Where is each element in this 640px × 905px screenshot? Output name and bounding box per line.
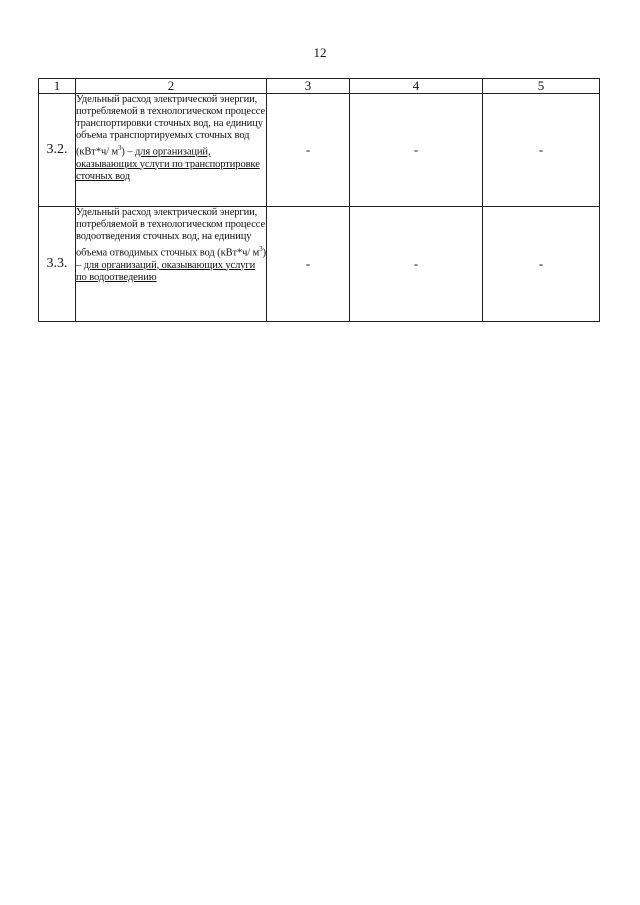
- value-cell-col3: -: [267, 94, 350, 207]
- table-row: [39, 94, 600, 207]
- column-header-2: 2: [76, 79, 267, 94]
- page-number: 12: [313, 45, 327, 60]
- description-text: Удельный расход электрической энергии, потребляемой в технологическом процессе транспортировки сточных вод, на единицу объема транспортируемых сточных вод (кВт*ч/ м: [76, 94, 266, 158]
- table-header-row: [39, 79, 600, 94]
- value-cell-col5: -: [483, 94, 600, 207]
- value-cell-col4: -: [350, 207, 483, 322]
- description-underlined: для организаций, оказывающих услуги по водоотведению: [76, 259, 256, 283]
- description-dash: ) –: [121, 146, 136, 158]
- value-cell-col4: -: [350, 94, 483, 207]
- column-header-4: 4: [350, 79, 483, 94]
- row-description: [76, 207, 267, 322]
- row-number: 3.3.: [39, 207, 76, 322]
- superscript: 3: [259, 245, 263, 253]
- column-header-1: 1: [39, 79, 76, 94]
- column-header-5: 5: [483, 79, 600, 94]
- value-cell-col5: -: [483, 207, 600, 322]
- row-number: 3.2.: [39, 94, 76, 207]
- description-text: Удельный расход электрической энергии, потребляемой в технологическом процессе водоотведения сточных вод, на единицу объема отводимых сточных вод (кВт*ч/ м: [76, 207, 266, 259]
- description-dash: ) –: [76, 247, 266, 271]
- superscript: 3: [118, 144, 122, 152]
- description-underlined: для организаций, оказывающих услуги по транспортировке сточных вод: [76, 146, 260, 182]
- table-row: [39, 207, 600, 322]
- indicators-table: [38, 78, 600, 322]
- row-description: [76, 94, 267, 207]
- value-cell-col3: -: [267, 207, 350, 322]
- column-header-3: 3: [267, 79, 350, 94]
